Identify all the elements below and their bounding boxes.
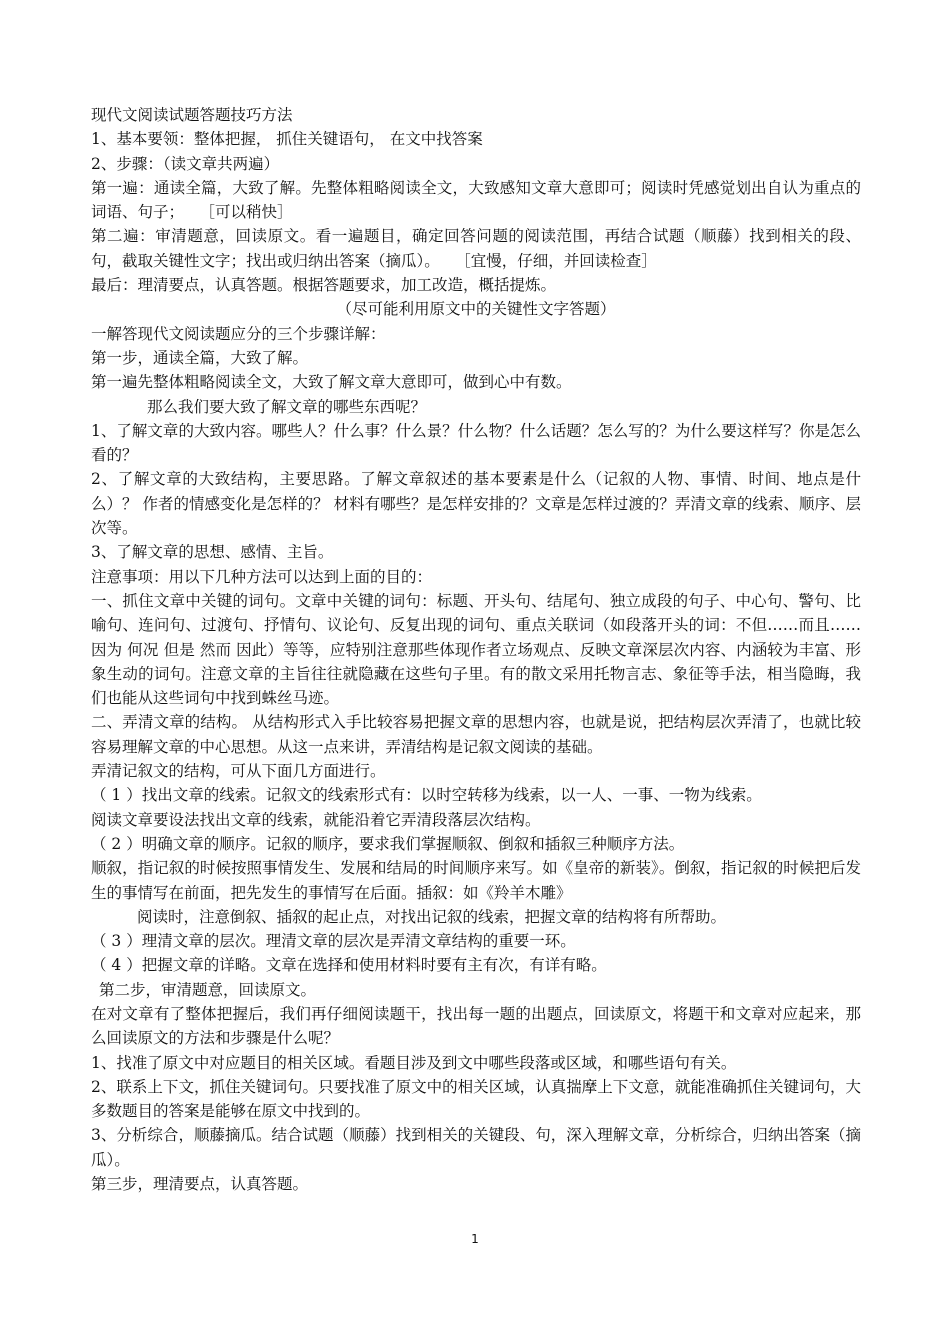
paragraph-3: 第一遍：通读全篇，大致了解。先整体粗略阅读全文，大致感知文章大意即可；阅读时凭感觉划出自认为重点的词语、句子； ［可以稍快］	[91, 178, 861, 222]
paragraph-17: 弄清记叙文的结构，可从下面几方面进行。	[91, 762, 386, 781]
paragraph-19: 阅读文章要设法找出文章的线索，就能沿着它弄清段落层次结构。	[91, 810, 541, 829]
paragraph-8: 第一步，通读全篇，大致了解。	[91, 348, 309, 367]
paragraph-7: 一解答现代文阅读题应分的三个步骤详解：	[91, 324, 386, 343]
paragraph-27: 1、找准了原文中对应题目的相关区域。看题目涉及到文中哪些段落或区域，和哪些语句有关。	[91, 1053, 737, 1072]
paragraph-26: 在对文章有了整体把握后，我们再仔细阅读题干，找出每一题的出题点，回读原文，将题干和文章对应起来，那么回读原文的方法和步骤是什么呢？	[91, 1004, 861, 1048]
paragraph-14: 注意事项：用以下几种方法可以达到上面的目的：	[91, 567, 433, 586]
paragraph-12: 2、了解文章的大致结构，主要思路。了解文章叙述的基本要素是什么（记叙的人物、事情、时间、地点是什么）？ 作者的情感变化是怎样的？ 材料有哪些？是怎样安排的？文章是怎样过渡的？弄清文章的线索、顺序、层次等。	[91, 470, 861, 538]
paragraph-2: 2、步骤：（读文章共两遍）	[91, 154, 280, 173]
paragraph-20: （ 2 ）明确文章的顺序。记叙的顺序，要求我们掌握顺叙、倒叙和插叙三种顺序方法。	[91, 834, 685, 853]
paragraph-13: 3、了解文章的思想、感情、主旨。	[91, 543, 334, 562]
paragraph-10: 那么我们要大致了解文章的哪些东西呢？	[147, 397, 427, 416]
paragraph-30: 第三步，理清要点，认真答题。	[91, 1175, 309, 1194]
paragraph-21: 顺叙，指记叙的时候按照事情发生、发展和结局的时间顺序来写。如《皇帝的新装》。倒叙，指记叙的时候把后发生的事情写在前面，把先发生的事情写在后面。插叙：如《羚羊木雕》	[91, 859, 861, 902]
page-number: 1	[471, 1232, 479, 1246]
paragraph-18: （ 1 ）找出文章的线索。记叙文的线索形式有：以时空转移为线索，以一人、一事、一物为线索。	[91, 786, 762, 805]
paragraph-6: （尽可能利用原文中的关键性文字答题）	[336, 300, 616, 319]
paragraph-22: 阅读时，注意倒叙、插叙的起止点，对找出记叙的线索，把握文章的结构将有所帮助。	[137, 907, 727, 926]
paragraph-16: 二、弄清文章的结构。 从结构形式入手比较容易把握文章的思想内容，也就是说，把结构层次弄清了，也就比较容易理解文章的中心思想。从这一点来讲，弄清结构是记叙文阅读的基础。	[91, 713, 861, 756]
paragraph-4: 第二遍：审清题意，回读原文。看一遍题目，确定回答问题的阅读范围，再结合试题（顺藤）找到相关的段、句，截取关键性文字；找出或归纳出答案（摘瓜）。 ［宜慢，仔细，并回读检查］	[91, 227, 861, 270]
document-title: 现代文阅读试题答题技巧方法	[91, 106, 293, 124]
paragraph-25: 第二步，审清题意，回读原文。	[99, 980, 317, 999]
paragraph-28: 2、联系上下文，抓住关键词句。只要找准了原文中的相关区域，认真揣摩上下文意，就能准确抓住关键词句，大多数题目的答案是能够在原文中找到的。	[91, 1077, 861, 1121]
paragraph-1: 1、基本要领：整体把握， 抓住关键语句， 在文中找答案	[91, 130, 483, 149]
paragraph-9: 第一遍先整体粗略阅读全文，大致了解文章大意即可，做到心中有数。	[91, 373, 572, 392]
paragraph-23: （ 3 ）理清文章的层次。理清文章的层次是弄清文章结构的重要一环。	[91, 932, 576, 951]
paragraph-29: 3、分析综合，顺藤摘瓜。结合试题（顺藤）找到相关的关键段、句，深入理解文章，分析综合，归纳出答案（摘瓜）。	[91, 1126, 861, 1169]
document-body	[91, 103, 861, 1196]
paragraph-24: （ 4 ）把握文章的详略。文章在选择和使用材料时要有主有次，有详有略。	[91, 956, 607, 975]
paragraph-15: 一、抓住文章中关键的词句。文章中关键的词句：标题、开头句、结尾句、独立成段的句子、中心句、警句、比喻句、连问句、过渡句、抒情句、议论句、反复出现的词句、重点关联词（如段落开头的词：不但……而且……因为 何况 但是 然而 因此）等等，应特别注意那些体现作者立场观点、反映文章深层次内容、内涵较为丰富、形象生动的词句。注意文章的主旨往往就隐藏在这些句子里。有的散文采用托物言志、象征等手法，相当隐晦，我们也能从这些词句中找到蛛丝马迹。	[91, 591, 861, 708]
paragraph-5: 最后：理清要点，认真答题。根据答题要求，加工改造，概括提炼。	[91, 276, 557, 295]
paragraph-11: 1、了解文章的大致内容。哪些人？什么事？什么景？什么物？什么话题？怎么写的？为什么要这样写？你是怎么看的？	[91, 421, 861, 465]
